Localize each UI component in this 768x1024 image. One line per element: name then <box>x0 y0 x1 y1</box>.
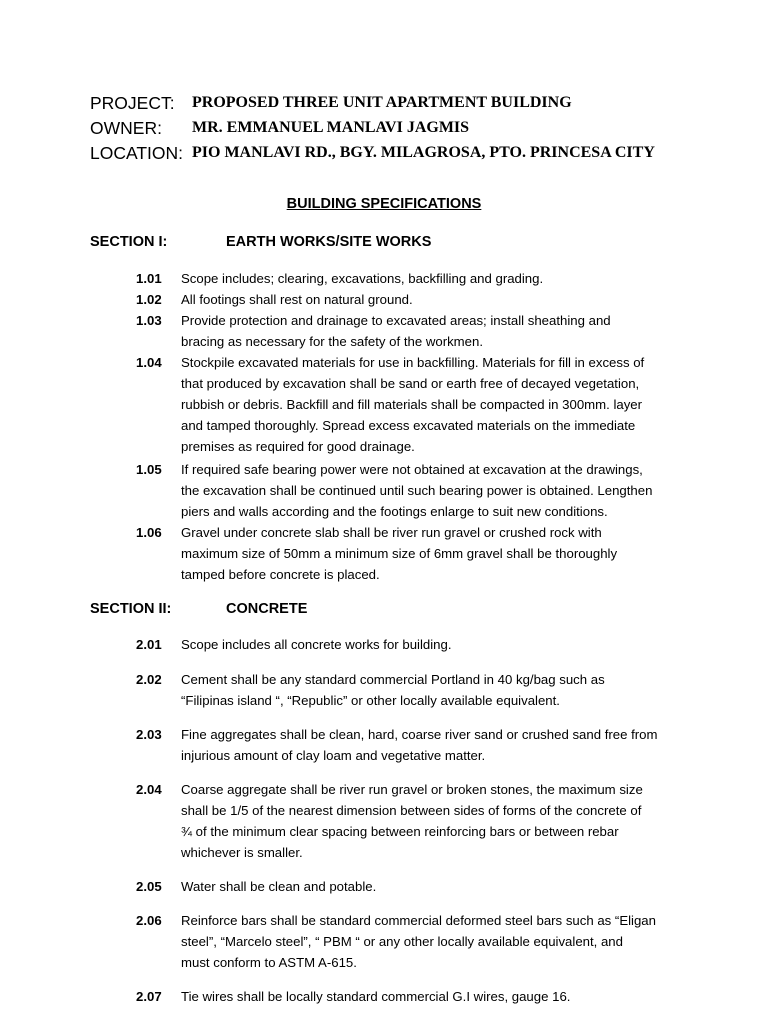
item-line: whichever is smaller. <box>181 845 303 860</box>
item-number: 2.02 <box>136 672 162 687</box>
section-title: CONCRETE <box>226 601 308 617</box>
item-line: tamped before concrete is placed. <box>181 567 380 582</box>
item-text <box>181 876 701 897</box>
item-number: 2.07 <box>136 989 162 1004</box>
item-number: 1.01 <box>136 271 162 286</box>
item-line: Stockpile excavated materials for use in backfilling. Materials for fill in excess of <box>181 355 645 370</box>
location-value: PIO MANLAVI RD., BGY. MILAGROSA, PTO. PRINCESA CITY <box>192 144 655 161</box>
item-line: shall be 1/5 of the nearest dimension between sides of forms of the concrete of <box>181 803 642 818</box>
item-line: ¾ of the minimum clear spacing between reinforcing bars or between rebar <box>181 824 619 839</box>
item-number: 1.06 <box>136 525 162 540</box>
item-line: Coarse aggregate shall be river run gravel or broken stones, the maximum size <box>181 782 643 797</box>
item-text <box>181 459 701 522</box>
item-line: All footings shall rest on natural ground. <box>181 292 413 307</box>
item-number: 1.05 <box>136 462 162 477</box>
item-number: 2.05 <box>136 879 162 894</box>
item-text <box>181 289 701 310</box>
item-line: rubbish or debris. Backfill and fill materials shall be compacted in 300mm. layer <box>181 397 643 412</box>
item-line: bracing as necessary for the safety of the workmen. <box>181 334 483 349</box>
item-text <box>181 986 701 1007</box>
item-number: 1.03 <box>136 313 162 328</box>
item-line: Scope includes all concrete works for building. <box>181 637 452 652</box>
document-title: BUILDING SPECIFICATIONS <box>286 196 482 212</box>
item-line: that produced by excavation shall be sand or earth free of decayed vegetation, <box>181 376 640 391</box>
item-line: If required safe bearing power were not obtained at excavation at the drawings, <box>181 462 643 477</box>
item-line: Scope includes; clearing, excavations, backfilling and grading. <box>181 271 544 286</box>
item-number: 2.01 <box>136 637 162 652</box>
item-text <box>181 779 701 863</box>
item-line: Gravel under concrete slab shall be river run gravel or crushed rock with <box>181 525 602 540</box>
item-text <box>181 669 701 711</box>
item-line: Tie wires shall be locally standard commercial G.I wires, gauge 16. <box>181 989 571 1004</box>
item-text <box>181 522 701 585</box>
owner-value: MR. EMMANUEL MANLAVI JAGMIS <box>192 119 470 136</box>
item-number: 2.03 <box>136 727 162 742</box>
item-text <box>181 910 701 973</box>
item-number: 2.04 <box>136 782 162 797</box>
item-line: “Filipinas island “, “Republic” or other locally available equivalent. <box>181 693 560 708</box>
item-line: maximum size of 50mm a minimum size of 6mm gravel shall be thoroughly <box>181 546 618 561</box>
item-line: premises as required for good drainage. <box>181 439 415 454</box>
item-number: 1.02 <box>136 292 162 307</box>
project-label: PROJECT: <box>90 93 175 113</box>
item-line: and tamped thoroughly. Spread excess excavated materials on the immediate <box>181 418 636 433</box>
project-value: PROPOSED THREE UNIT APARTMENT BUILDING <box>192 94 572 111</box>
item-number: 1.04 <box>136 355 162 370</box>
item-text <box>181 724 701 766</box>
item-text <box>181 634 701 655</box>
item-line: must conform to ASTM A-615. <box>181 955 357 970</box>
section-title: EARTH WORKS/SITE WORKS <box>226 234 432 250</box>
section-label: SECTION II: <box>90 601 172 617</box>
item-line: piers and walls according and the footings enlarge to suit new conditions. <box>181 504 608 519</box>
location-label: LOCATION: <box>90 143 184 163</box>
item-text <box>181 268 701 289</box>
item-line: Cement shall be any standard commercial Portland in 40 kg/bag such as <box>181 672 605 687</box>
item-line: Water shall be clean and potable. <box>181 879 377 894</box>
item-line: Provide protection and drainage to excavated areas; install sheathing and <box>181 313 611 328</box>
item-text <box>181 310 701 352</box>
owner-label: OWNER: <box>90 118 162 138</box>
item-line: injurious amount of clay loam and vegetative matter. <box>181 748 486 763</box>
item-line: the excavation shall be continued until such bearing power is obtained. Lengthen <box>181 483 653 498</box>
item-line: steel”, “Marcelo steel”, “ PBM “ or any other locally available equivalent, and <box>181 934 623 949</box>
section-label: SECTION I: <box>90 234 168 250</box>
item-number: 2.06 <box>136 913 162 928</box>
item-line: Fine aggregates shall be clean, hard, coarse river sand or crushed sand free from <box>181 727 658 742</box>
item-text <box>181 352 701 457</box>
item-line: Reinforce bars shall be standard commercial deformed steel bars such as “Eligan <box>181 913 656 928</box>
